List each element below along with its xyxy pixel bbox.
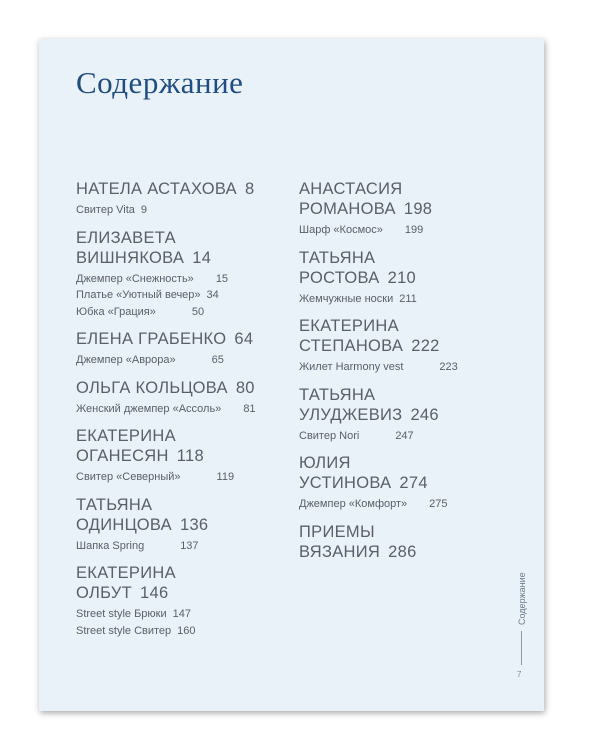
author-page-number: 136 [179,515,209,534]
pattern-item [299,359,514,376]
author-heading [299,453,514,493]
pattern-item [299,222,514,239]
pattern-title: Джемпер «Комфорт» [299,498,408,510]
side-section-label: Содержание [517,572,527,625]
pattern-item [76,623,291,640]
author-name: НАТЕЛА АСТАХОВА [76,180,237,198]
pattern-title: Джемпер «Аврора» [76,354,176,366]
toc-entry [76,426,291,486]
toc-entry [76,563,291,639]
toc-entry [76,329,291,369]
author-name: ОГАНЕСЯН [76,447,169,465]
author-name: ЕКАТЕРИНА [76,427,176,445]
author-heading [76,426,291,466]
pattern-page-number: 9 [140,204,148,216]
pattern-page-number: 65 [211,354,224,366]
pattern-item [299,291,514,308]
page-number: 7 [517,670,522,679]
pattern-page-number: 137 [180,539,199,552]
toc-page [39,39,544,711]
pattern-page-number: 199 [404,224,424,236]
author-heading [299,316,514,356]
pattern-title: Платье «Уютный вечер» [76,289,201,301]
pattern-title: Street style Свитер [76,624,172,637]
author-name: ЕКАТЕРИНА [76,564,176,582]
toc-entry [299,179,514,239]
pattern-title: Жилет Harmony vest [299,361,404,373]
author-name: ЮЛИЯ [299,454,351,472]
author-heading [76,378,291,398]
author-name: ТАТЬЯНА [299,385,376,404]
author-heading [76,495,291,535]
author-name: ОЛЬГА КОЛЬЦОВА [76,378,228,397]
author-name: ТАТЬЯНА [299,248,376,267]
pattern-title: Шапка Spring [76,539,145,552]
pattern-title: Женский джемпер «Ассоль» [76,402,222,415]
pattern-item [76,304,291,321]
author-name: РОМАНОВА [299,200,396,218]
author-heading [299,522,514,562]
author-name: ЕКАТЕРИНА [299,317,399,335]
pattern-item [299,496,514,513]
author-name: СТЕПАНОВА [299,337,404,355]
pattern-title: Юбка «Грация» [76,305,156,318]
author-page-number: 210 [387,268,417,287]
pattern-item [76,287,291,304]
author-page-number: 14 [192,248,212,267]
side-tab [516,563,530,679]
author-heading [76,179,291,199]
author-heading [299,248,514,288]
toc-entry [299,316,514,376]
pattern-item [76,538,291,555]
pattern-page-number: 34 [206,289,219,301]
author-heading [299,385,514,425]
author-name: ВИШНЯКОВА [76,248,185,267]
author-name: УЛУДЖЕВИЗ [299,405,403,424]
pattern-title: Жемчужные носки [299,292,394,305]
author-page-number: 198 [403,200,433,218]
pattern-page-number: 160 [177,624,196,637]
author-page-number: 274 [399,474,428,492]
side-divider [521,631,522,665]
toc-entry [299,453,514,513]
author-name: АНАСТАСИЯ [299,180,403,198]
author-page-number: 286 [388,542,417,561]
pattern-page-number: 15 [215,272,229,285]
author-name: ТАТЬЯНА [76,495,153,514]
author-name: ЕЛЕНА ГРАБЕНКО [76,330,227,348]
toc-entry [76,228,291,321]
pattern-page-number: 247 [395,429,414,442]
toc-entry [76,179,291,219]
pattern-page-number: 275 [429,498,448,510]
author-heading [299,179,514,219]
pattern-item [76,271,291,288]
pattern-item [299,428,514,445]
toc-entry [76,495,291,555]
pattern-item [76,352,291,369]
pattern-item [76,202,291,219]
toc-entry [299,248,514,308]
author-name: ОДИНЦОВА [76,515,172,534]
author-page-number: 118 [176,447,204,465]
pattern-page-number: 81 [243,402,256,415]
author-name: ОЛБУТ [76,584,132,602]
author-heading [76,563,291,603]
author-heading [76,228,291,268]
author-name: ВЯЗАНИЯ [299,542,381,561]
toc-entry [76,378,291,418]
pattern-page-number: 147 [172,608,191,620]
toc-entry [299,385,514,445]
pattern-title: Свитер Vita [76,204,135,216]
pattern-page-number: 119 [216,471,235,483]
pattern-title: Свитер Nori [299,429,360,442]
pattern-item [76,401,291,418]
author-name: ПРИЕМЫ [299,522,375,541]
author-page-number: 80 [235,378,255,397]
toc-left-column [76,179,291,648]
toc-entry [299,522,514,562]
pattern-title: Шарф «Космос» [299,224,383,236]
author-page-number: 64 [234,330,254,348]
pattern-item [76,469,291,486]
pattern-title: Street style Брюки [76,608,167,620]
pattern-title: Джемпер «Снежность» [76,272,194,285]
author-heading [76,329,291,349]
page-title: Содержание [76,65,244,100]
author-page-number: 222 [411,337,440,355]
toc-right-column [299,179,514,571]
pattern-page-number: 50 [191,305,205,318]
pattern-title: Свитер «Северный» [76,471,181,483]
pattern-page-number: 223 [439,361,458,373]
author-page-number: 146 [140,584,169,602]
author-page-number: 246 [410,405,439,424]
author-page-number: 8 [244,180,255,198]
author-name: УСТИНОВА [299,474,392,492]
pattern-page-number: 211 [399,292,417,305]
pattern-item [76,606,291,623]
author-name: ЕЛИЗАВЕТА [76,228,176,247]
author-name: РОСТОВА [299,268,380,287]
